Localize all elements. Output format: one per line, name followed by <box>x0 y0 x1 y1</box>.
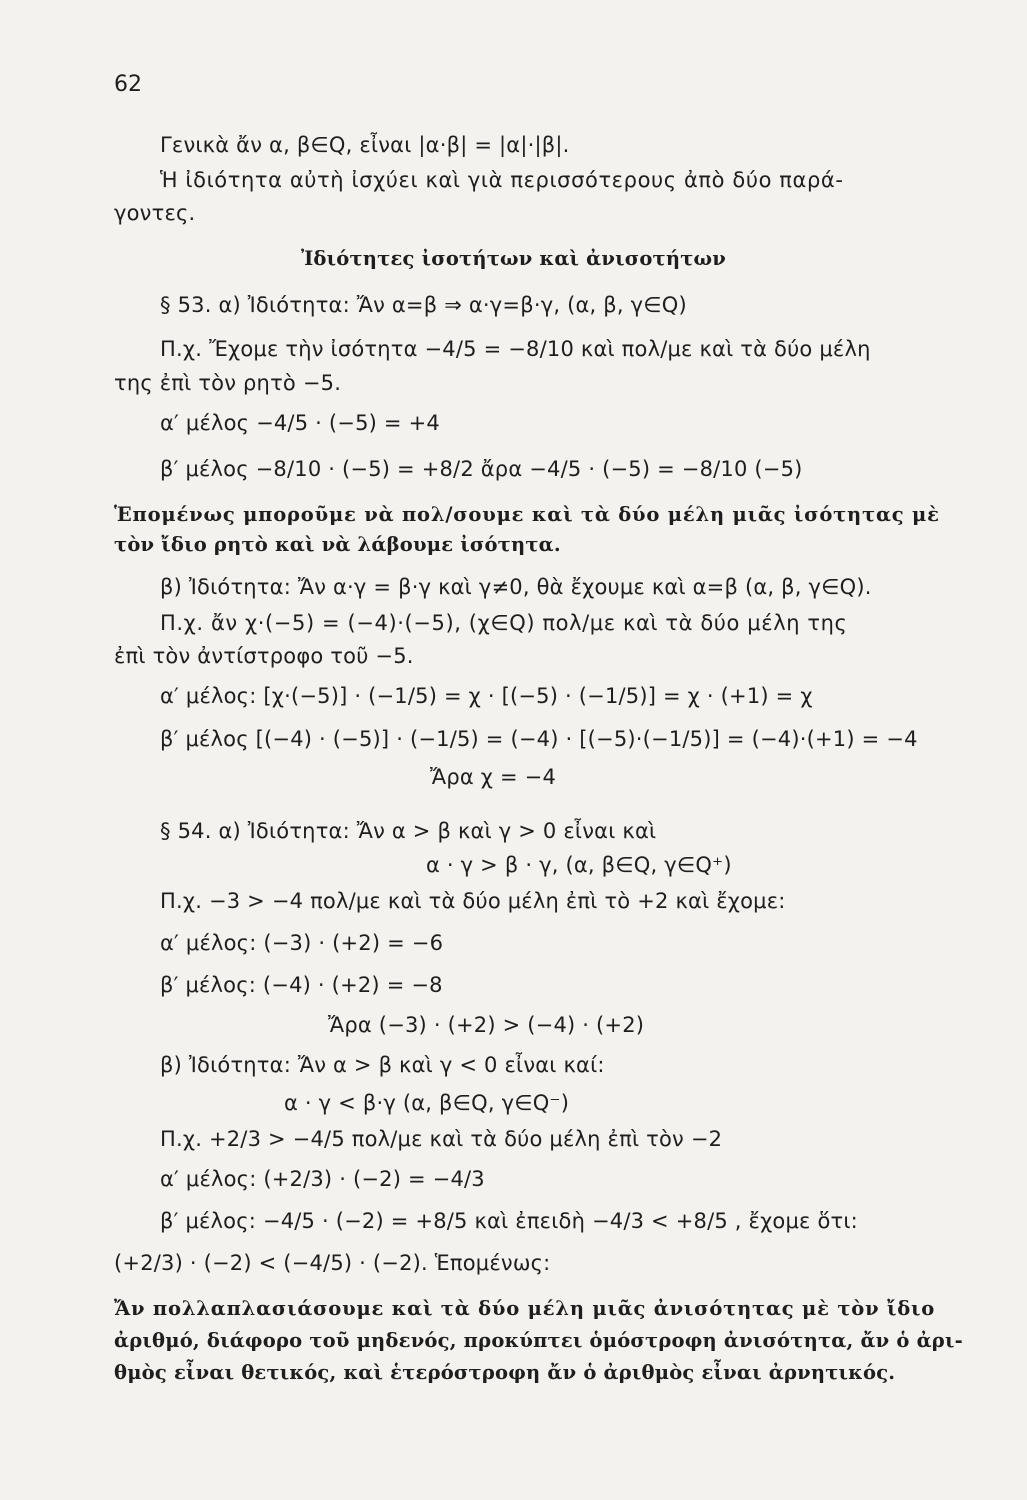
text-line: § 54. α) Ἰδιότητα: Ἄν α > β καὶ γ > 0 εἶναι καὶ <box>160 819 657 843</box>
text-line: Ἡ ἰδιότητα αὐτὴ ἰσχύει καὶ γιὰ περισσότερους ἀπὸ δύο παρά- <box>160 168 844 192</box>
text-line: α · γ < β·γ (α, β∈Q, γ∈Q⁻) <box>284 1091 570 1115</box>
text-line: α′ μέλος −4/5 · (−5) = +4 <box>160 411 440 435</box>
section-heading: Ἰδιότητες ἰσοτήτων καὶ ἀνισοτήτων <box>300 247 727 270</box>
text-line: α′ μέλος: (−3) · (+2) = −6 <box>160 931 444 955</box>
text-line: § 53. α) Ἰδιότητα: Ἄν α=β ⇒ α·γ=β·γ, (α, β, γ∈Q) <box>160 293 687 317</box>
text-line: Γενικὰ ἄν α, β∈Q, εἶναι |α·β| = |α|·|β|. <box>160 133 570 157</box>
text-line: Ἄρα χ = −4 <box>430 765 557 789</box>
bold-text-line: θμὸς εἶναι θετικός, καὶ ἑτερόστροφη ἄν ὁ ἀριθμὸς εἶναι ἀρνητικός. <box>114 1361 896 1384</box>
text-line: β′ μέλος [(−4) · (−5)] · (−1/5) = (−4) · [(−5)·(−1/5)] = (−4)·(+1) = −4 <box>160 727 918 751</box>
text-line: της ἐπὶ τὸν ρητὸ −5. <box>114 371 342 395</box>
text-line: β′ μέλος −8/10 · (−5) = +8/2 ἄρα −4/5 · (−5) = −8/10 (−5) <box>160 457 803 481</box>
text-line: β) Ἰδιότητα: Ἄν α·γ = β·γ καὶ γ≠0, θὰ ἔχουμε καὶ α=β (α, β, γ∈Q). <box>160 575 872 599</box>
text-line: α′ μέλος: (+2/3) · (−2) = −4/3 <box>160 1167 485 1191</box>
text-line: Π.χ. ἄν χ·(−5) = (−4)·(−5), (χ∈Q) πολ/με καὶ τὰ δύο μέλη της <box>160 611 848 635</box>
text-line: Ἄρα (−3) · (+2) > (−4) · (+2) <box>328 1013 645 1037</box>
bold-text-line: Ἑπομένως μποροῦμε νὰ πολ/σουμε καὶ τὰ δύο μέλη μιᾶς ἰσότητας μὲ <box>114 503 940 526</box>
text-line: Π.χ. +2/3 > −4/5 πολ/με καὶ τὰ δύο μέλη ἐπὶ τὸν −2 <box>160 1127 723 1151</box>
bold-text-line: ἀριθμό, διάφορο τοῦ μηδενός, προκύπτει ὁμόστροφη ἀνισότητα, ἄν ὁ ἀρι- <box>114 1329 963 1352</box>
text-line: β) Ἰδιότητα: Ἄν α > β καὶ γ < 0 εἶναι καί: <box>160 1053 605 1077</box>
bold-text-line: Ἄν πολλαπλασιάσουμε καὶ τὰ δύο μέλη μιᾶς ἀνισότητας μὲ τὸν ἴδιο <box>114 1297 936 1320</box>
text-line: α · γ > β · γ, (α, β∈Q, γ∈Q⁺) <box>426 853 732 877</box>
text-line: Π.χ. Ἔχομε τὴν ἰσότητα −4/5 = −8/10 καὶ πολ/με καὶ τὰ δύο μέλη <box>160 337 871 361</box>
text-line: γοντες. <box>114 201 196 225</box>
text-line: ἐπὶ τὸν ἀντίστροφο τοῦ −5. <box>114 644 414 668</box>
text-line: (+2/3) · (−2) < (−4/5) · (−2). Ἑπομένως: <box>114 1251 551 1275</box>
text-line: α′ μέλος: [χ·(−5)] · (−1/5) = χ · [(−5) · (−1/5)] = χ · (+1) = χ <box>160 684 813 708</box>
text-line: Π.χ. −3 > −4 πολ/με καὶ τὰ δύο μέλη ἐπὶ τὸ +2 καὶ ἔχομε: <box>160 889 786 913</box>
text-line: β′ μέλος: (−4) · (+2) = −8 <box>160 973 443 997</box>
text-line: β′ μέλος: −4/5 · (−2) = +8/5 καὶ ἐπειδὴ −4/3 < +8/5 , ἔχομε ὅτι: <box>160 1209 858 1233</box>
page-number: 62 <box>114 72 142 97</box>
bold-text-line: τὸν ἴδιο ρητὸ καὶ νὰ λάβουμε ἰσότητα. <box>114 533 561 556</box>
